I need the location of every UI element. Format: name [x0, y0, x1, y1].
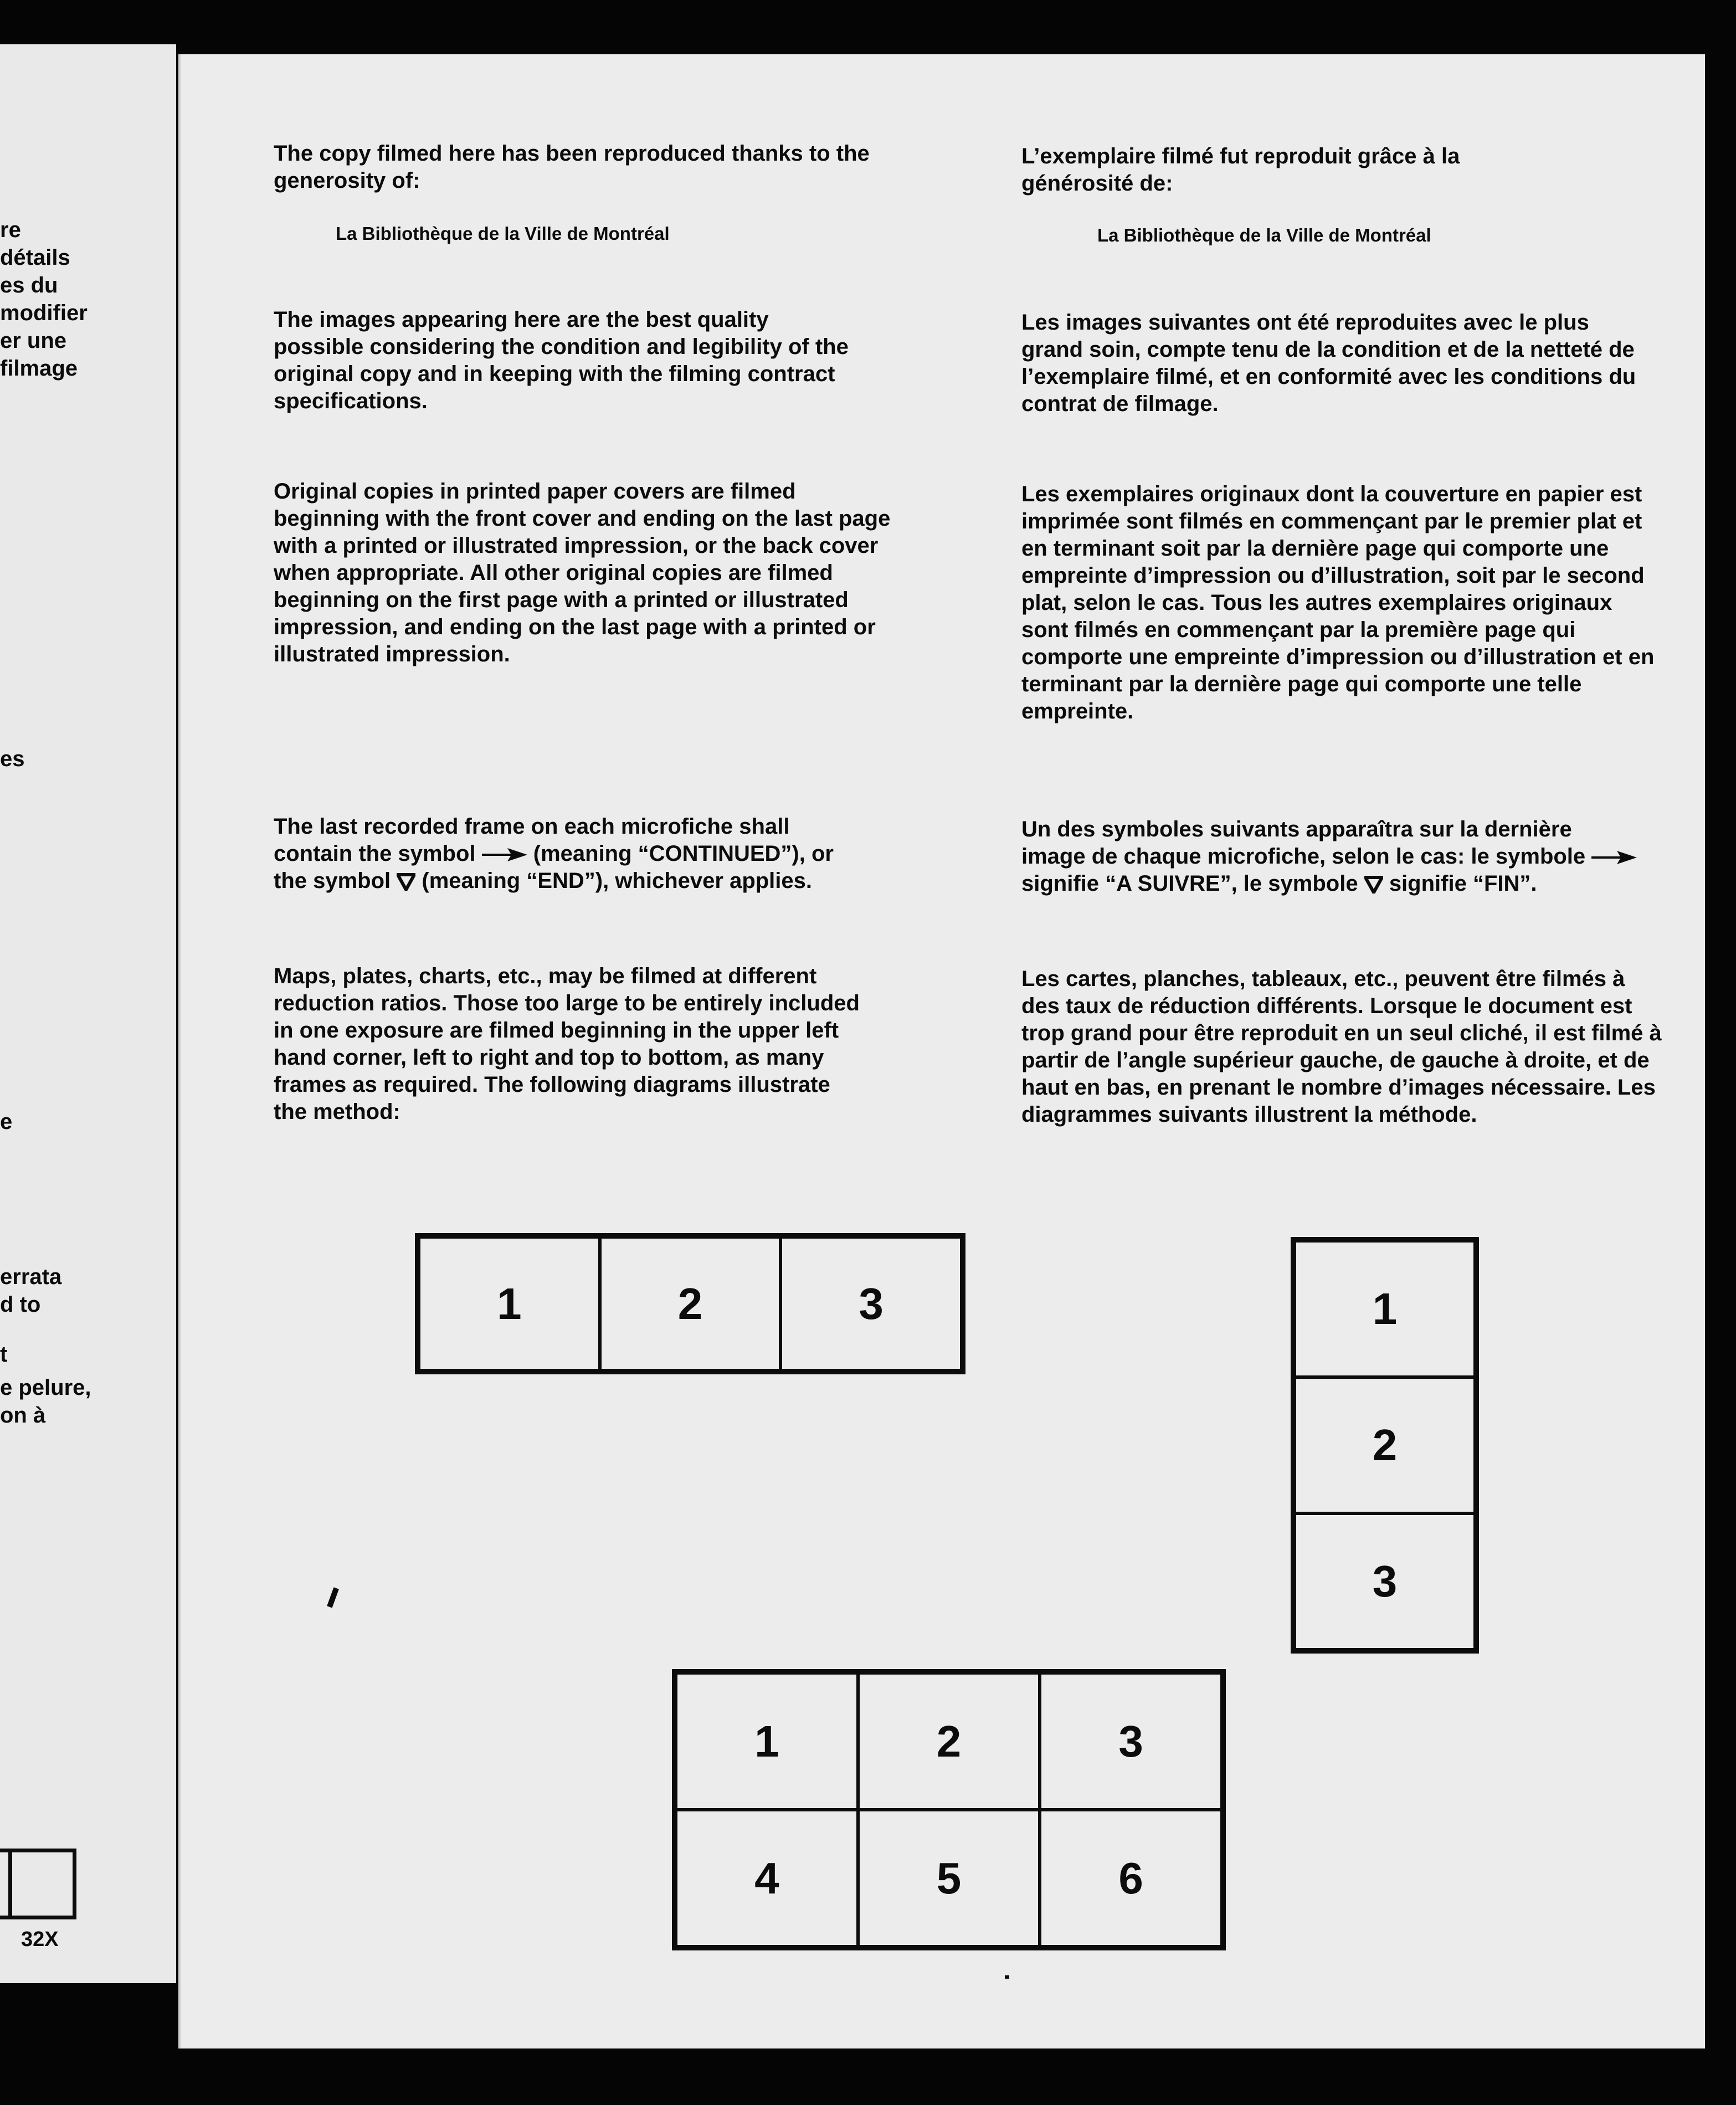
french-library-name: La Bibliothèque de la Ville de Montréal [1097, 225, 1431, 245]
english-quality-paragraph: The images appearing here are the best quality possible considering the condition and legibility of the original copy and in keeping with the filming contract specifications. [274, 307, 849, 413]
frame-cell: 2 [1295, 1377, 1475, 1513]
english-originals-paragraph: Original copies in printed paper covers are filmed beginning with the front cover and ending on the last page with a printed or illustrated impression, or the back cover when appropriate. All other original copies are filmed beginning on the first page with a printed or illustrated impression, and ending on the last page with a printed or illustrated impression. [274, 479, 891, 666]
frame-cell: 4 [676, 1810, 858, 1947]
vertical-frame-diagram [1291, 1237, 1479, 1654]
scan-speck [327, 1587, 339, 1608]
grid-frame-diagram [672, 1669, 1226, 1950]
french-quality-paragraph: Les images suivantes ont été reproduites avec le plus grand soin, compte tenu de la condition et de la netteté de l’exemplaire filmé, et en conformité avec les conditions du contrat de filmage. [1021, 310, 1636, 416]
frame-cell: 3 [780, 1237, 962, 1370]
left-fragment: re [0, 218, 21, 242]
frame-cell: 1 [419, 1237, 600, 1370]
frame-cell: 1 [676, 1673, 858, 1810]
french-intro: L’exemplaire filmé fut reproduit grâce à la générosité de: [1021, 144, 1460, 196]
horizontal-frame-diagram [415, 1233, 965, 1374]
left-fragment: d to [0, 1292, 41, 1317]
frame-cell: 3 [1040, 1673, 1222, 1810]
left-fragment: e [0, 1110, 13, 1134]
arrow-right-icon [1591, 849, 1637, 866]
french-originals-paragraph: Les exemplaires originaux dont la couverture en papier est imprimée sont filmés en commençant par le premier plat et en terminant soit par la dernière page qui comporte une empreinte d’impression ou d’illustration, soit par le second plat, selon le cas. Tous les autres exemplaires originaux sont filmés en commençant par la première page qui comporte une empreinte d’impression ou d’illustration et en terminant par la dernière page qui comporte une telle empreinte. [1021, 482, 1655, 723]
english-maps-paragraph: Maps, plates, charts, etc., may be filmed at different reduction ratios. Those too large to be entirely included in one exposure are filmed beginning in the upper left hand corner, left to right and top to bottom, as many frames as required. The following diagrams illustrate the method: [274, 964, 860, 1124]
left-fragment: e pelure, [0, 1375, 91, 1400]
english-library-name: La Bibliothèque de la Ville de Montréal [336, 223, 670, 244]
left-fragment: t [0, 1342, 8, 1367]
previous-page-edge [0, 44, 176, 1983]
left-fragment: modifier [0, 301, 88, 325]
frame-cell: 2 [600, 1237, 781, 1370]
frame-cell: 1 [1295, 1241, 1475, 1377]
reduction-scale-label: 32X [21, 1928, 59, 1951]
frame-cell: 3 [1295, 1513, 1475, 1650]
left-fragment: on à [0, 1403, 46, 1428]
frame-cell: 6 [1040, 1810, 1222, 1947]
left-fragment: détails [0, 245, 70, 270]
frame-cell: 2 [858, 1673, 1040, 1810]
english-symbol-paragraph: The last recorded frame on each microfiche shall contain the symbol (meaning “CONTINUED”), or the symbol (meaning “END”), whichever applies. [274, 814, 834, 893]
filming-notice-page [178, 54, 1705, 2048]
scan-speck [1005, 1975, 1009, 1979]
left-fragment: errata [0, 1265, 62, 1289]
left-fragment: er une [0, 328, 67, 353]
triangle-down-icon [1364, 876, 1383, 894]
left-fragment: es [0, 747, 25, 771]
triangle-down-icon [397, 873, 415, 891]
left-fragment: es du [0, 273, 58, 297]
left-fragment: filmage [0, 356, 78, 381]
english-intro: The copy filmed here has been reproduced thanks to the generosity of: [274, 141, 870, 193]
frame-cell: 5 [858, 1810, 1040, 1947]
french-maps-paragraph: Les cartes, planches, tableaux, etc., peuvent être filmés à des taux de réduction différents. Lorsque le document est trop grand pour être reproduit en un seul cliché, il est filmé à partir de l’angle supérieur gauche, de gauche à droite, et de haut en bas, en prenant le nombre d’images nécessaire. Les diagrammes suivants illustrent la méthode. [1021, 967, 1662, 1127]
arrow-right-icon [482, 846, 527, 863]
french-symbol-paragraph: Un des symboles suivants apparaîtra sur la dernière image de chaque microfiche, selon le cas: le symbole signifie “A SUIVRE”, le symbole signifie “FIN”. [1021, 816, 1642, 897]
reduction-scale-box [0, 1849, 76, 1919]
